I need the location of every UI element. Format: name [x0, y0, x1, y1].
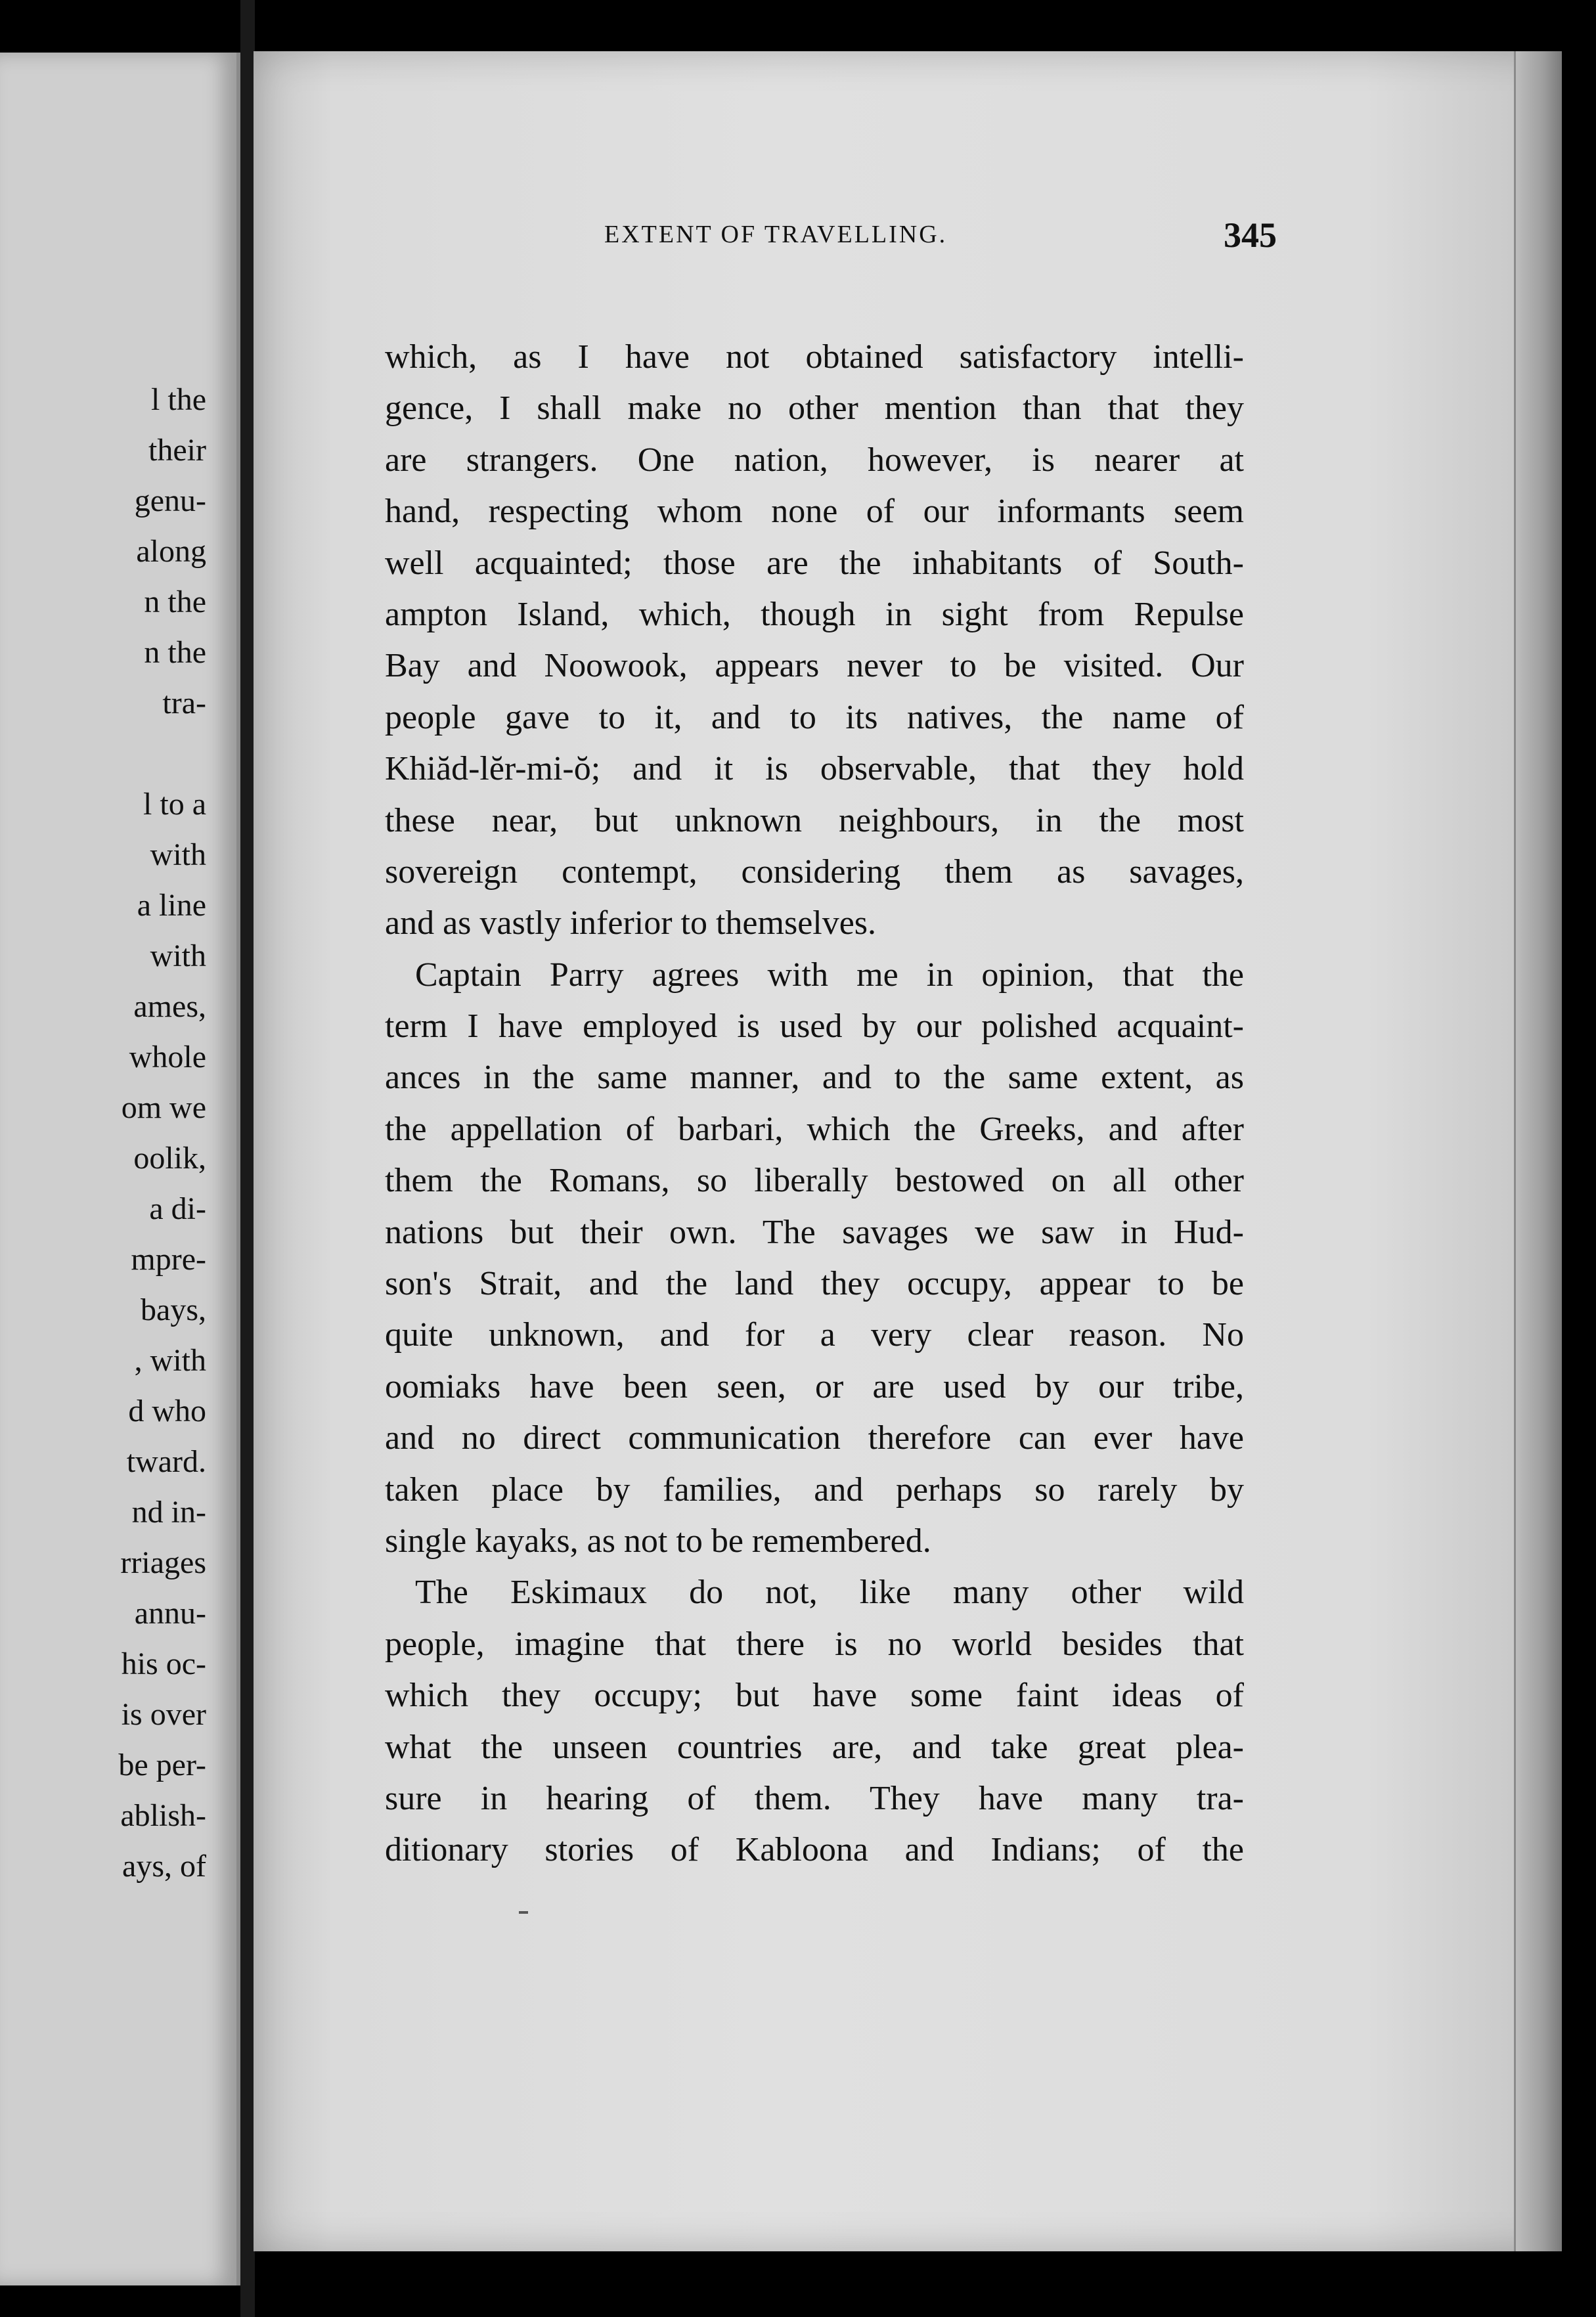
previous-page-line: ames, [133, 989, 206, 1024]
previous-page-line: , with [134, 1343, 206, 1378]
previous-page-line: with [150, 938, 206, 973]
running-title: EXTENT OF TRAVELLING. [604, 221, 948, 248]
text-line: these near, but unknown neighbours, in the most [385, 801, 1244, 839]
previous-page-line: along [136, 534, 206, 569]
previous-page-line: ays, of [122, 1849, 206, 1884]
text-line: son's Strait, and the land they occupy, appear to be [385, 1265, 1244, 1303]
previous-page-line: genu- [134, 483, 206, 518]
previous-page-line: be per- [118, 1748, 206, 1782]
previous-page-line: tra- [162, 686, 206, 720]
text-line: are strangers. One nation, however, is nearer at [385, 441, 1244, 479]
text-line: Bay and Noowook, appears never to be visited. Our [385, 647, 1244, 685]
body-text [385, 332, 1244, 1876]
text-line: which, as I have not obtained satisfactory intelli- [385, 338, 1244, 376]
previous-page-line: mpre- [131, 1242, 206, 1277]
previous-page-line: bays, [141, 1292, 206, 1327]
previous-page-line: whole [129, 1040, 206, 1074]
text-line: them the Romans, so liberally bestowed on all other [385, 1162, 1244, 1200]
page-edge [1514, 51, 1562, 2251]
previous-page-line: tward. [126, 1444, 206, 1479]
text-line: what the unseen countries are, and take great plea- [385, 1728, 1244, 1766]
text-line: The Eskimaux do not, like many other wild [415, 1574, 1244, 1612]
text-line: ampton Island, which, though in sight from Repulse [385, 595, 1244, 633]
previous-page-fragment [0, 53, 240, 2285]
previous-page-line: nd in- [131, 1495, 206, 1530]
previous-page-line: a di- [149, 1191, 206, 1226]
text-line: taken place by families, and perhaps so rarely by [385, 1470, 1244, 1509]
previous-page-line: their [148, 433, 206, 468]
previous-page-line: his oc- [121, 1646, 206, 1681]
previous-page-line: n the [144, 585, 206, 619]
previous-page-line [118, 728, 206, 779]
text-line: sure in hearing of them. They have many tra- [385, 1779, 1244, 1817]
previous-page-line: annu- [134, 1596, 206, 1631]
previous-page-line: a line [137, 888, 206, 923]
text-line: nations but their own. The savages we saw in Hud- [385, 1213, 1244, 1251]
previous-page-line: n the [144, 635, 206, 670]
running-head [355, 215, 1277, 266]
text-line: Captain Parry agrees with me in opinion, that the [415, 956, 1244, 994]
text-line: term I have employed is used by our polished acquaint- [385, 1007, 1244, 1046]
previous-page-line: om we [121, 1090, 206, 1125]
text-line: people, imagine that there is no world besides that [385, 1625, 1244, 1663]
previous-page-line: l to a [143, 787, 206, 822]
text-line: hand, respecting whom none of our informants seem [385, 493, 1244, 531]
previous-page-text [118, 374, 206, 1891]
text-line: and as vastly inferior to themselves. [385, 904, 877, 942]
text-line: ances in the same manner, and to the same extent, as [385, 1059, 1244, 1097]
text-line: and no direct communication therefore can ever have [385, 1419, 1244, 1457]
page-number: 345 [1224, 215, 1277, 255]
previous-page-line: with [150, 837, 206, 872]
previous-page-line: d who [128, 1394, 206, 1428]
text-line: Khiăd-lĕr-mi-ŏ; and it is observable, that they hold [385, 750, 1244, 788]
text-line: quite unknown, and for a very clear reason. No [385, 1316, 1244, 1354]
text-line: ditionary stories of Kabloona and Indians; of the [385, 1831, 1244, 1869]
text-line: people gave to it, and to its natives, the name of [385, 698, 1244, 736]
book-gutter [240, 0, 255, 2317]
text-line: sovereign contempt, considering them as savages, [385, 852, 1244, 891]
previous-page-line: rriages [120, 1545, 206, 1580]
text-line: which they occupy; but have some faint ideas of [385, 1677, 1244, 1715]
previous-page-line: is over [121, 1697, 206, 1732]
text-line: oomiaks have been seen, or are used by our tribe, [385, 1367, 1244, 1405]
previous-page-line: l the [151, 382, 206, 417]
previous-page-line: ablish- [120, 1798, 206, 1833]
text-line: single kayaks, as not to be remembered. [385, 1522, 931, 1560]
text-line: gence, I shall make no other mention than that they [385, 389, 1244, 428]
previous-page-line: oolik, [133, 1141, 206, 1176]
text-line: well acquainted; those are the inhabitants of South- [385, 544, 1244, 582]
ink-speck [519, 1911, 528, 1914]
text-line: the appellation of barbari, which the Greeks, and after [385, 1110, 1244, 1148]
